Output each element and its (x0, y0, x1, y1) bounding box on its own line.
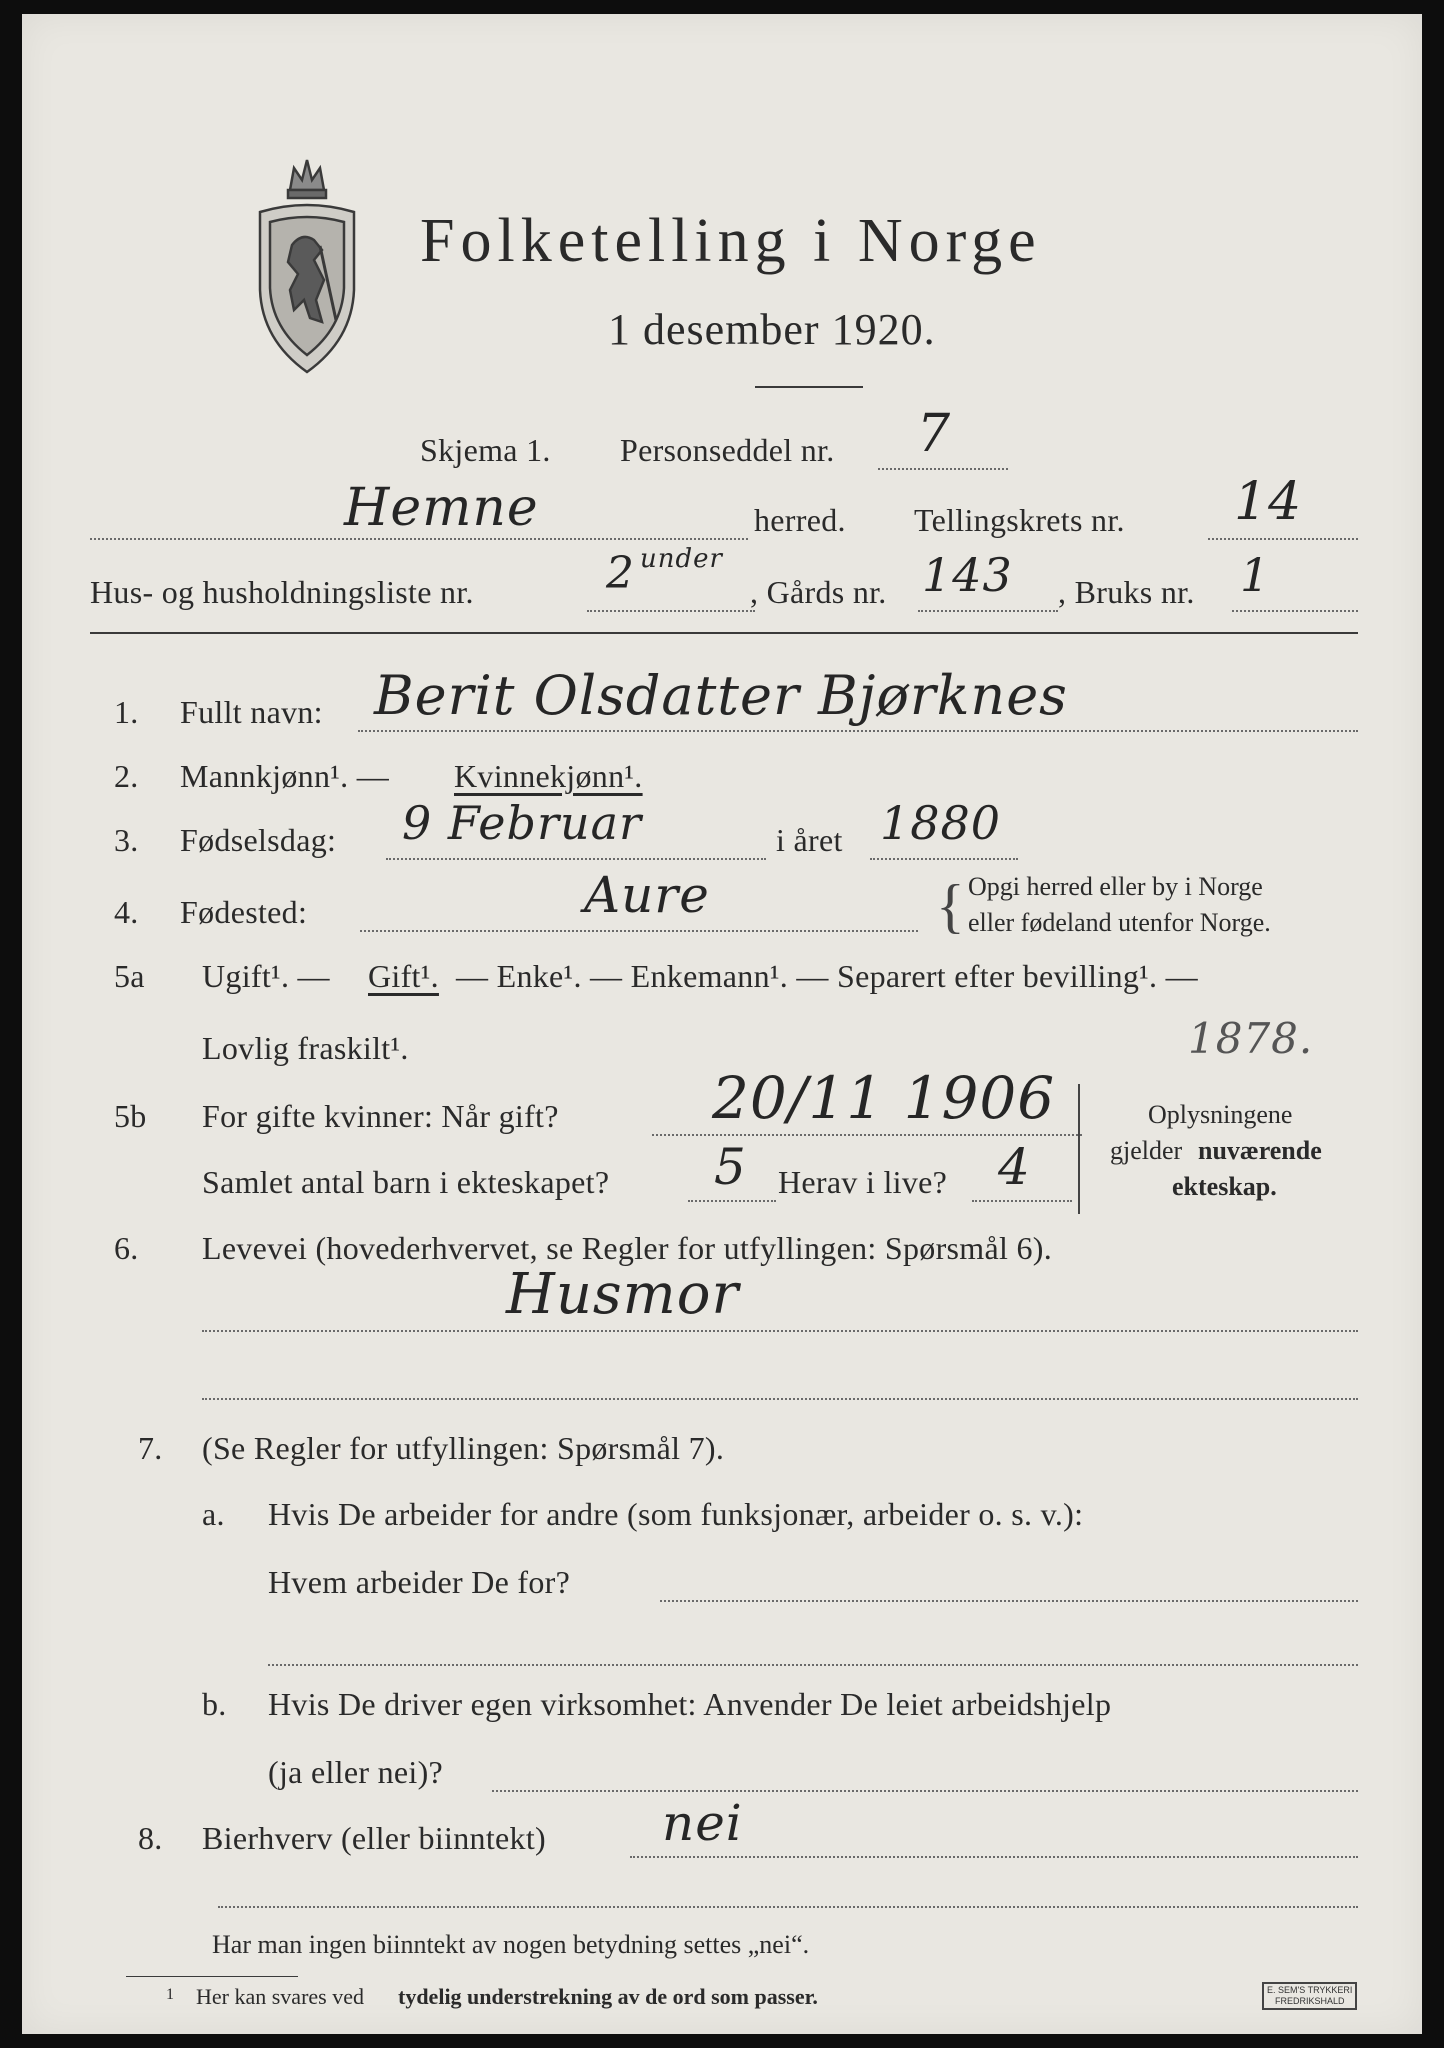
q8-value[interactable]: nei (662, 1794, 743, 1852)
q7a-text2: Hvem arbeider De for? (268, 1564, 571, 1600)
census-date: 1 desember 1920. (608, 305, 936, 354)
q7b-text: Hvis De driver egen virksomhet: Anvender De leiet arbeidshjelp (268, 1686, 1112, 1722)
q3-number: 3. (114, 822, 139, 858)
gards-value[interactable]: 143 (922, 548, 1013, 602)
q5a-lovlig-fraskilt: Lovlig fraskilt¹. (202, 1030, 409, 1066)
q3-birth-year[interactable]: 1880 (880, 796, 1002, 850)
q1-label: Fullt navn: (180, 694, 323, 730)
footnote-number: 1 (166, 1986, 174, 2003)
skjema-label: Skjema 1. (420, 432, 551, 468)
q5a-number: 5a (114, 958, 145, 994)
q4-note-2: eller fødeland utenfor Norge. (968, 908, 1271, 937)
norwegian-coat-of-arms-icon (252, 150, 362, 375)
q2-kvinnekjonn: Kvinnekjønn¹. (454, 758, 643, 794)
q4-birthplace[interactable]: Aure (584, 866, 710, 924)
printer-stamp (1262, 1982, 1357, 2010)
q5a-ugift: Ugift¹. — (202, 958, 330, 994)
personseddel-label: Personseddel nr. (620, 432, 835, 468)
footnote-divider (126, 1976, 298, 1977)
q6-number: 6. (114, 1230, 139, 1266)
q5a-gift: Gift¹. (368, 958, 439, 994)
q8-number: 8. (138, 1820, 163, 1856)
q5b-barn-label: Samlet antal barn i ekteskapet? (202, 1164, 610, 1200)
personseddel-value[interactable]: 7 (917, 404, 952, 464)
q5b-number: 5b (114, 1098, 147, 1134)
q5b-bracket (1078, 1084, 1080, 1214)
q6-label: Levevei (hovederhvervet, se Regler for utfyllingen: Spørsmål 6). (202, 1230, 1053, 1266)
hus-value[interactable]: 2 (606, 548, 635, 599)
hus-value-note: under (640, 544, 723, 574)
tellingskrets-value[interactable]: 14 (1234, 472, 1303, 532)
q5b-married-date[interactable]: 20/11 1906 (712, 1064, 1056, 1132)
q4-note-1: Opgi herred eller by i Norge (968, 872, 1263, 901)
q5b-note-3: ekteskap. (1172, 1172, 1277, 1201)
q7b-text2: (ja eller nei)? (268, 1754, 444, 1790)
footnote-text-a: Her kan svares ved (196, 1984, 364, 2009)
q6-levevei-value[interactable]: Husmor (506, 1262, 740, 1327)
q5b-note-1: Oplysningene (1148, 1100, 1293, 1129)
census-form (22, 14, 1422, 2034)
q2-number: 2. (114, 758, 139, 794)
q5b-label: For gifte kvinner: Når gift? (202, 1098, 559, 1134)
q4-label: Fødested: (180, 894, 308, 930)
header-divider (90, 632, 1358, 634)
q5a-margin-note: 1878. (1188, 1014, 1314, 1063)
title-divider (755, 386, 863, 388)
q4-brace: { (936, 873, 965, 939)
q4-number: 4. (114, 894, 139, 930)
footer-note: Har man ingen biinntekt av nogen betydning settes „nei“. (212, 1930, 810, 1959)
q5b-note-2b: nuværende (1198, 1136, 1322, 1165)
herred-value[interactable]: Hemne (344, 478, 539, 538)
q1-number: 1. (114, 694, 139, 730)
q7-label: (Se Regler for utfyllingen: Spørsmål 7). (202, 1430, 725, 1466)
bruks-value[interactable]: 1 (1240, 548, 1271, 602)
q1-full-name[interactable]: Berit Olsdatter Bjørknes (374, 664, 1068, 727)
q7a-letter: a. (202, 1496, 225, 1532)
q3-year-label: i året (776, 822, 843, 858)
q5b-live-label: Herav i live? (778, 1164, 948, 1200)
q5a-rest: — Enke¹. — Enkemann¹. — Separert efter bevilling¹. — (456, 958, 1198, 994)
q5b-live-value[interactable]: 4 (998, 1138, 1031, 1196)
q2-mannkjonn: Mannkjønn¹. — (180, 758, 390, 794)
q5b-note-2a: gjelder (1110, 1136, 1183, 1165)
q8-label: Bierhverv (eller biinntekt) (202, 1820, 546, 1856)
q3-birth-day[interactable]: 9 Februar (402, 796, 642, 850)
q7b-letter: b. (202, 1686, 227, 1722)
bruks-label: , Bruks nr. (1058, 574, 1195, 610)
hus-label: Hus- og husholdningsliste nr. (90, 574, 474, 610)
footnote-text-b: tydelig understrekning av de ord som passer. (398, 1984, 818, 2009)
q3-label: Fødselsdag: (180, 822, 337, 858)
printer-stamp-line-1: E. SEM'S TRYKKERI (1267, 1985, 1353, 1995)
gards-label: , Gårds nr. (750, 574, 887, 610)
q5b-barn-value[interactable]: 5 (714, 1138, 747, 1196)
form-title: Folketelling i Norge (420, 207, 1042, 275)
tellingskrets-label: Tellingskrets nr. (914, 502, 1125, 538)
herred-label: herred. (754, 502, 846, 538)
q7a-text: Hvis De arbeider for andre (som funksjonær, arbeider o. s. v.): (268, 1496, 1084, 1532)
q7-number: 7. (138, 1430, 163, 1466)
printer-stamp-line-2: FREDRIKSHALD (1274, 1996, 1345, 2006)
